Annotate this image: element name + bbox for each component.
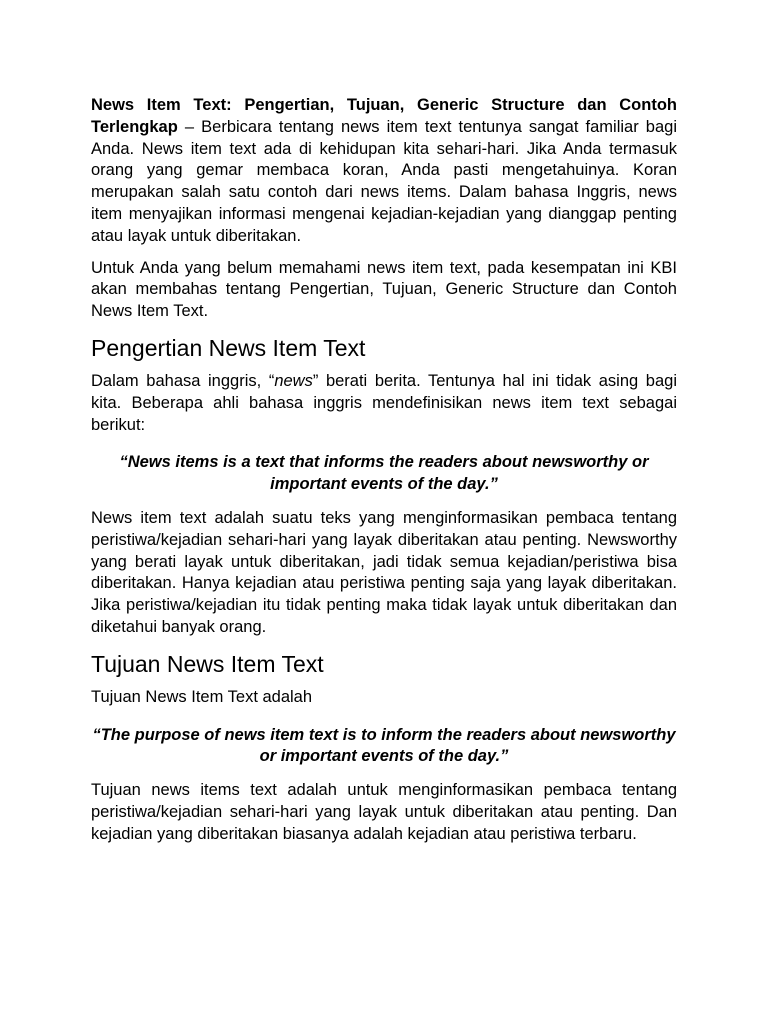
intro-paragraph-2: Untuk Anda yang belum memahami news item text, pada kesempatan ini KBI akan membahas tentang Pengertian, Tujuan, Generic Structure dan Contoh News Item Text. [91,258,677,321]
section-heading-tujuan: Tujuan News Item Text [91,650,324,677]
pengertian-paragraph-1 [91,371,677,436]
article-title: News Item Text: Pengertian, Tujuan, Generic Structure dan Contoh Terlengkap [91,96,677,136]
text-fragment: Dalam bahasa inggris, “ [91,371,275,390]
intro-paragraph [91,95,677,248]
definition-quote: “News items is a text that informs the readers about newsworthy or important events of the day.” [119,453,649,494]
tujuan-paragraph-2: Tujuan news items text adalah untuk menginformasikan pembaca tentang peristiwa/kejadian sehari-hari yang layak untuk diberitakan atau penting. Dan kejadian yang diberitakan biasanya adalah kejadian atau peristiwa terbaru. [91,781,677,843]
title-dash: – [177,117,202,136]
document-page [91,95,677,846]
intro-body: Berbicara tentang news item text tentunya sangat familiar bagi Anda. News item text ada di kehidupan kita sehari-hari. Jika Anda termasuk orang yang gemar membaca koran, Anda pasti mengetahuinya. Koran merupakan salah satu contoh dari news items. Dalam bahasa Inggris, news item menyajikan informasi mengenai kejadian-kejadian yang dianggap penting atau layak untuk diberitakan. [91,117,677,245]
purpose-quote: “The purpose of news item text is to inform the readers about newsworthy or important events of the day.” [92,725,676,766]
text-fragment: ” berati berita. Tentunya hal ini tidak asing bagi kita. Beberapa ahli bahasa inggris mendefinisikan news item text sebagai berikut: [91,371,677,434]
pengertian-paragraph-2: News item text adalah suatu teks yang menginformasikan pembaca tentang peristiwa/kejadian sehari-hari yang layak diberitakan atau penting. Newsworthy yang berati layak untuk diberitakan, jadi tidak semua kejadian/peristiwa bisa diberitakan. Hanya kejadian atau peristiwa penting saja yang layak diberitakan. Jika peristiwa/kejadian itu tidak penting maka tidak layak untuk diberitakan dan diketahui banyak orang. [91,508,677,636]
italic-word: news [274,371,313,390]
section-heading-pengertian: Pengertian News Item Text [91,334,366,361]
tujuan-paragraph-1: Tujuan News Item Text adalah [91,687,313,706]
